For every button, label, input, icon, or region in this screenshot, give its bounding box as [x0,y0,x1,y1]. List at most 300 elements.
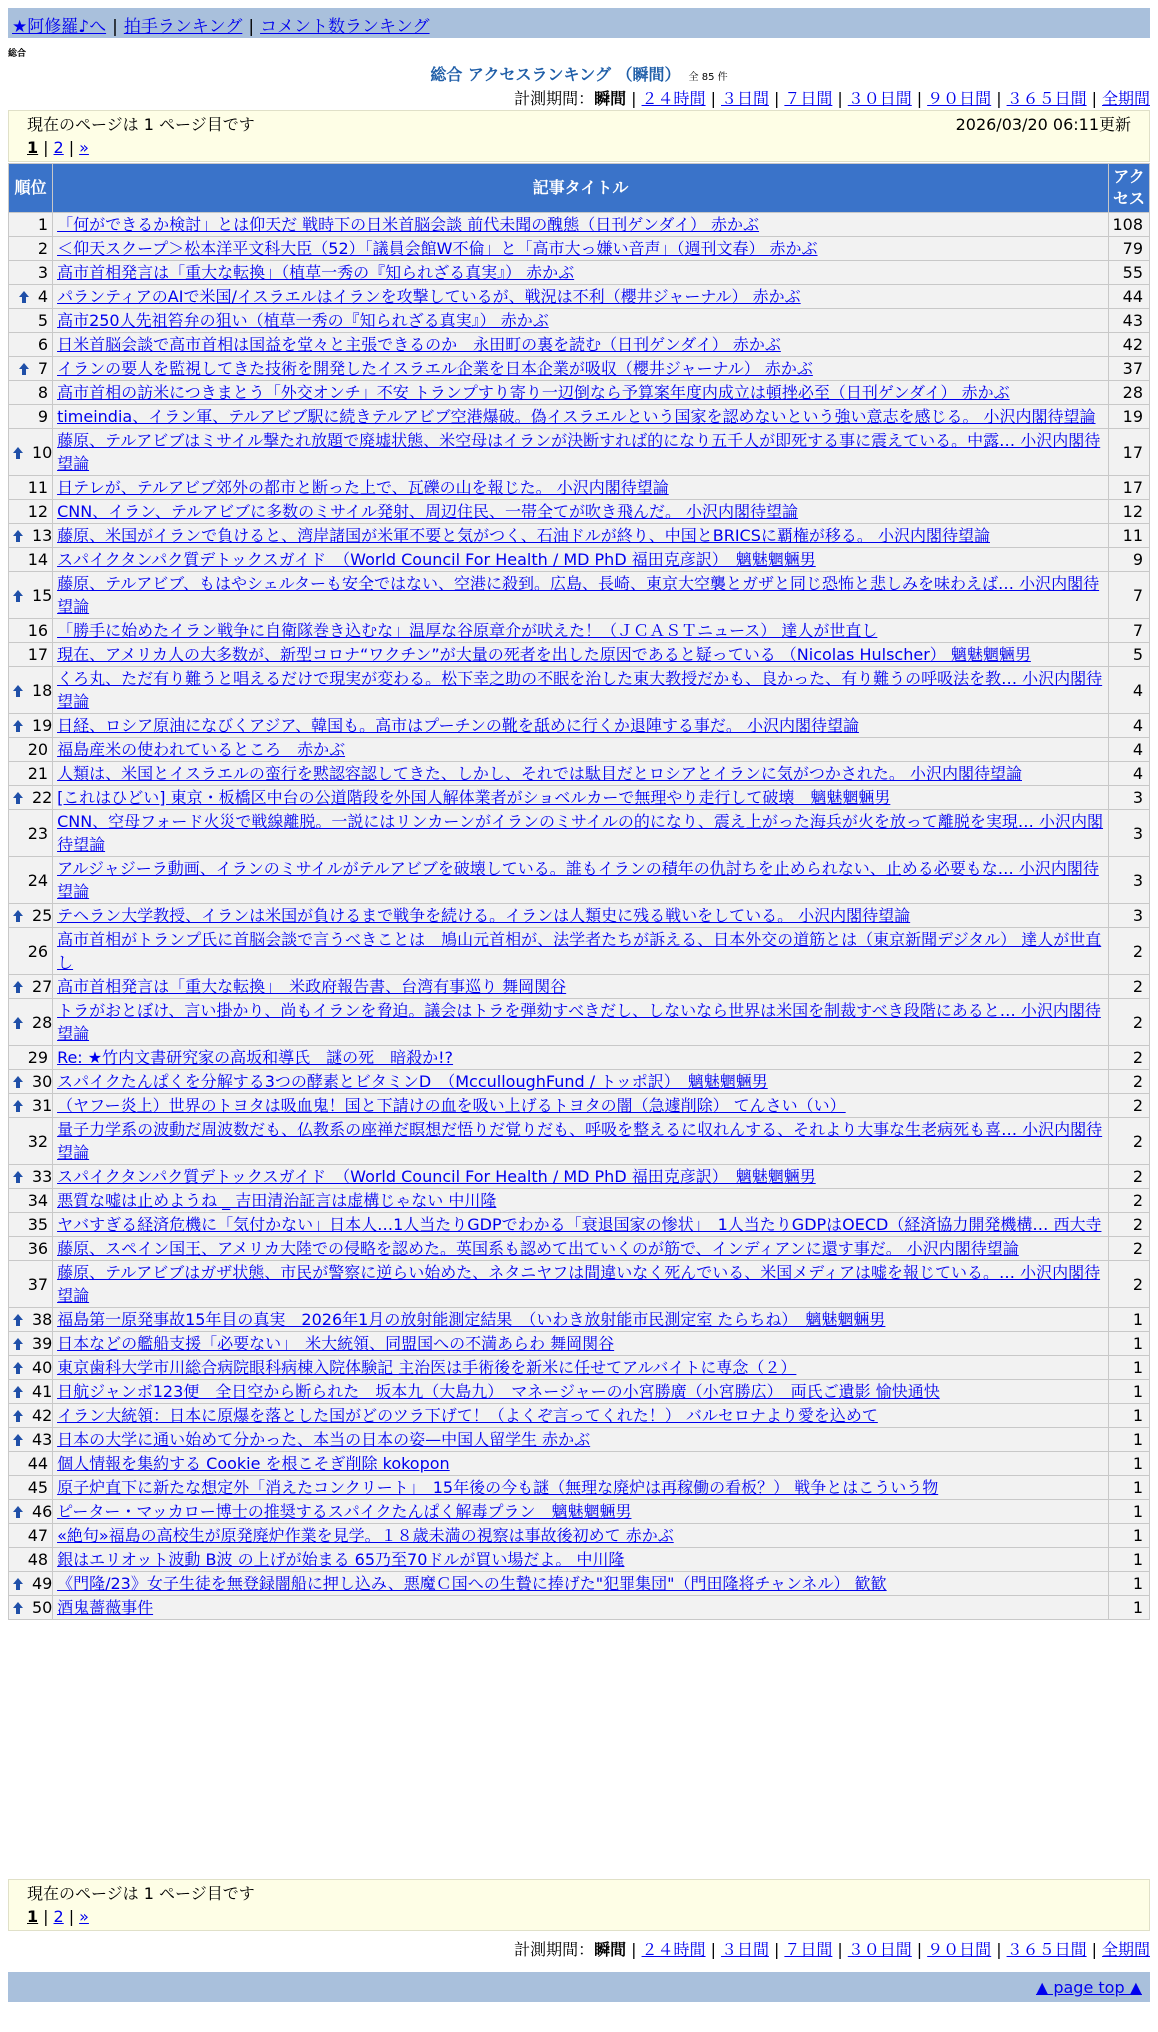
rank-number: 37 [27,1274,49,1294]
article-link[interactable]: 人類は、米国とイスラエルの蛮行を黙認容認してきた、しかし、それでは駄目だとロシアとイランに気がつかされた。 小沢内閣待望論 [57,764,1022,783]
table-row [9,476,1149,499]
article-link[interactable]: トラがおとぼけ、言い掛かり、尚もイランを脅迫。議会はトラを弾劾すべきだし、しないなら世界は米国を制裁すべき段階にあると… 小沢内閣待望論 [57,1001,1101,1043]
rank-cell [9,1572,52,1595]
article-link[interactable]: 高市首相発言は「重大な転換」（植草一秀の『知られざる真実』） 赤かぶ [57,263,575,282]
up-arrow-icon [12,1602,24,1614]
rank-number: 16 [27,621,49,640]
title-cell [53,1165,1108,1188]
article-link[interactable]: 藤原、スペイン国王、アメリカ大陸での侵略を認めた。英国系も認めて出ていくのが筋で、インディアンに還す事だ。 小沢内閣待望論 [57,1239,1019,1258]
access-count: 3 [1109,786,1149,809]
title-cell [53,667,1108,713]
rank-number: 45 [27,1478,49,1497]
period-selector-top [514,86,1150,109]
article-link[interactable]: 「何ができるか検討」とは仰天だ 戦時下の日米首脳会談 前代未聞の醜態（日刊ゲンダイ） 赤かぶ [57,215,760,234]
table-row [9,548,1149,571]
period-link-2[interactable]: ７日間 [784,1940,833,1959]
access-count: 12 [1109,500,1149,523]
article-link[interactable]: 福島第一原発事故15年目の真実 2026年1月の放射能測定結果 （いわき放射能市民測定室 たらちね） 魑魅魍魎男 [57,1310,886,1329]
table-row [9,1189,1149,1212]
table-row [9,786,1149,809]
rank-cell [9,405,52,428]
rank-number: 35 [27,1215,49,1234]
rank-cell [9,285,52,308]
title-cell [53,1213,1108,1236]
title-cell [53,1380,1108,1403]
up-arrow-icon [12,1076,24,1088]
access-count: 3 [1109,810,1149,856]
access-count: 2 [1109,999,1149,1045]
rank-cell [9,261,52,284]
table-row [9,975,1149,998]
access-count: 2 [1109,928,1149,974]
title-cell [53,1261,1108,1307]
article-link[interactable]: 藤原、テルアビブはガザ状態、市民が警察に逆らい始めた、ネタニヤフは間違いなく死んでいる、米国メディアは嘘を報じている。… 小沢内閣待望論 [57,1263,1101,1305]
rank-cell [9,213,52,236]
rank-number: 29 [27,1048,49,1067]
title-cell [53,619,1108,642]
article-link[interactable]: 日米首脳会談で高市首相は国益を堂々と主張できるのか 永田町の裏を読む（日刊ゲンダイ） 赤かぶ [57,335,781,354]
period-separator: | [916,1940,923,1959]
period-link-0[interactable]: ２４時間 [641,89,706,108]
access-count: 55 [1109,261,1149,284]
article-link[interactable]: CNN、空母フォード火災で戦線離脱。一説にはリンカーンがイランのミサイルの的になり、震え上がった海兵が火を放って離脱を実現… 小沢内閣待望論 [57,812,1104,854]
article-link[interactable]: （ヤフー炎上）世界のトヨタは吸血鬼！国と下請けの血を吸い上げるトヨタの闇（急遽削除） てんさい（い） [57,1096,846,1115]
title-cell [53,810,1108,856]
access-count: 43 [1109,309,1149,332]
article-link[interactable]: 日航ジャンボ123便 全日空から断られた 坂本九（大島九） マネージャーの小宮勝廣（小宮勝広） 両氏ご遺影 愉快通快 [57,1382,940,1401]
period-separator: | [631,89,637,108]
up-arrow-icon [12,1386,24,1398]
access-count: 17 [1109,476,1149,499]
rank-cell [9,810,52,856]
rank-cell [9,1452,52,1475]
article-link[interactable]: ＜仰天スクープ＞松本洋平文科大臣（52）「議員会館W不倫」と「高市大っ嫌い音声」（週刊文春） 赤かぶ [57,239,818,258]
period-link-6[interactable]: 全期間 [1101,1940,1150,1959]
period-link-1[interactable]: ３日間 [720,89,769,108]
rank-number: 48 [27,1550,49,1569]
table-row [9,999,1149,1045]
article-link[interactable]: スパイクタンパク質デトックスガイド （World Council For Health / MD PhD 福田克彦訳） 魑魅魍魎男 [57,550,816,569]
article-link[interactable]: 高市首相発言は「重大な転換」 米政府報告書、台湾有事巡り 舞岡関谷 [57,977,567,996]
rank-number: 41 [32,1382,53,1401]
table-row [9,1094,1149,1117]
page-top-link[interactable]: ▲ page top ▲ [1035,1978,1142,1997]
table-row [9,1404,1149,1427]
access-count: 1 [1109,1548,1149,1571]
title-cell [53,429,1108,475]
rank-cell [9,975,52,998]
rank-cell [9,1094,52,1117]
rank-cell [9,904,52,927]
title-cell [53,1500,1108,1523]
period-link-4[interactable]: ９０日間 [927,1940,992,1959]
access-count: 2 [1109,975,1149,998]
period-separator: | [1091,89,1097,108]
nav-separator: | [112,17,118,37]
table-row [9,237,1149,260]
table-row [9,500,1149,523]
table-row [9,1308,1149,1331]
rank-number: 18 [32,680,53,700]
rank-cell [9,357,52,380]
up-arrow-icon [12,981,24,993]
rank-number: 49 [32,1574,53,1593]
rank-cell [9,762,52,785]
access-count: 2 [1109,1213,1149,1236]
title-cell [53,524,1108,547]
rank-number: 21 [27,764,49,783]
article-link[interactable]: 藤原、米国がイランで負けると、湾岸諸国が米軍不要と気がつく、石油ドルが終り、中国とBRICSに覇権が移る。 小沢内閣待望論 [57,526,990,545]
period-link-3[interactable]: ３０日間 [847,1940,912,1959]
rank-number: 8 [37,383,49,402]
article-link[interactable]: 高市250人先祖笞弁の狙い（植草一秀の『知られざる真実』） 赤かぶ [57,311,549,330]
title-cell [53,237,1108,260]
rank-cell [9,1213,52,1236]
table-row [9,1261,1149,1307]
period-separator: | [996,1940,1002,1959]
article-link[interactable]: 銀はエリオット波動 B波 の上げが始まる 65乃至70ドルが買い場だよ。 中川隆 [57,1550,625,1569]
article-link[interactable]: 高市首相がトランプ氏に首脳会談で言うべきことは 鳩山元首相が、法学者たちが訴える、日本外交の道筋とは（東京新聞デジタル） 達人が世直し [57,930,1102,972]
period-link-5[interactable]: ３６５日間 [1006,89,1087,108]
rank-number: 23 [27,823,49,843]
title-cell [53,904,1108,927]
access-count: 108 [1109,213,1149,236]
access-count: 2 [1109,1094,1149,1117]
rank-number: 44 [27,1454,49,1473]
rank-number: 14 [27,550,49,569]
access-count: 5 [1109,643,1149,666]
title-cell [53,1118,1108,1164]
rank-cell [9,619,52,642]
rank-number: 39 [32,1334,53,1353]
rank-cell [9,1118,52,1164]
table-row [9,667,1149,713]
title-cell [53,357,1108,380]
period-link-5[interactable]: ３６５日間 [1006,1940,1087,1959]
rank-cell [9,429,52,475]
period-link-1[interactable]: ３日間 [720,1940,769,1959]
table-row [9,1213,1149,1236]
up-arrow-icon [12,720,24,732]
article-link[interactable]: 日経、ロシア原油になびくアジア、韓国も。高市はプーチンの靴を舐めに行くか退陣する事だ。 小沢内閣待望論 [57,716,859,735]
pager-top [8,110,1150,162]
rank-cell [9,1046,52,1069]
article-link[interactable]: ピーター・マッカロー博士の推奨するスパイクたんぱく解毒プラン 魑魅魍魎男 [57,1502,632,1521]
table-row [9,1548,1149,1571]
page-title-row [0,62,1158,85]
title-cell [53,381,1108,404]
page-title: 総合 アクセスランキング （瞬間） [430,65,681,84]
period-separator: | [710,89,716,108]
page-link-2[interactable]: 2 [53,138,64,157]
article-link[interactable]: 量子力学系の波動だ周波数だも、仏教系の座禅だ瞑想だ悟りだ覚りだも、呼吸を整えるに収れんする、それより大事な生老病死も喜… 小沢内閣待望論 [57,1120,1103,1162]
article-link[interactable]: 「勝手に始めたイラン戦争に自衛隊巻き込むな」温厚な谷原章介が吠えた！（ＪＣＡＳＴニュース） 達人が世直し [57,621,878,640]
current-page-text: 現在のページは 1 ページ目です [27,1884,255,1903]
article-link[interactable]: パランティアのAIで米国/イスラエルはイランを攻撃しているが、戦況は不利（櫻井ジャーナル） 赤かぶ [57,287,801,306]
table-row [9,928,1149,974]
access-count: 3 [1109,904,1149,927]
page-links [27,1905,1131,1928]
access-count: 2 [1109,1118,1149,1164]
rank-number: 32 [27,1131,49,1151]
period-separator: | [773,89,780,108]
rank-cell [9,1332,52,1355]
table-row [9,904,1149,927]
rank-number: 47 [27,1526,49,1545]
rank-number: 13 [32,526,53,545]
page-link-1: 1 [27,1907,39,1926]
article-link[interactable]: イランの要人を監視してきた技術を開発したイスラエル企業を日本企業が吸収（櫻井ジャーナル） 赤かぶ [57,359,813,378]
title-cell [53,714,1108,737]
title-cell [53,213,1108,236]
article-link[interactable]: ヤバすぎる経済危機に「気付かない」日本人…1人当たりGDPでわかる「衰退国家の惨状」 1人当たりGDPはOECD（経済協力開発機構… 西大寺 [57,1215,1102,1234]
title-cell [53,1524,1108,1547]
rank-number: 24 [27,870,49,890]
article-link[interactable]: timeindia、イラン軍、テルアビブ駅に続きテルアビブ空港爆破。偽イスラエルという国家を認めないという強い意志を感じる。 小沢内閣待望論 [57,407,1096,426]
access-count: 1 [1109,1476,1149,1499]
rank-cell [9,333,52,356]
access-count: 11 [1109,524,1149,547]
period-current: 瞬間 [594,1940,627,1959]
up-arrow-icon [12,792,24,804]
rank-cell [9,643,52,666]
rank-cell [9,572,52,618]
rank-number: 3 [37,263,49,282]
period-separator: | [631,1940,637,1959]
article-link[interactable]: 《門隆/23》女子生徒を無登録闇船に押し込み、悪魔Ｃ国への生贄に捧げた"犯罪集団"（門田隆将チャンネル） 歓歓 [57,1574,887,1593]
table-row [9,1596,1149,1619]
access-count: 2 [1109,1189,1149,1212]
rank-number: 12 [27,502,49,521]
article-link[interactable]: テヘラン大学教授、イランは米国が負けるまで戦争を続ける。イランは人類史に残る戦いをしている。 小沢内閣待望論 [57,906,911,925]
title-cell [53,1476,1108,1499]
title-cell [53,857,1108,903]
period-link-3[interactable]: ３０日間 [847,89,912,108]
table-row [9,333,1149,356]
table-row [9,429,1149,475]
article-link[interactable]: 酒鬼薔薇事件 [57,1598,154,1617]
access-count: 1 [1109,1332,1149,1355]
article-link[interactable]: Re: ★竹内文書研究家の高坂和導氏 謎の死 暗殺か!? [57,1048,454,1067]
article-link[interactable]: 福島産米の使われているところ 赤かぶ [57,740,346,759]
rank-number: 6 [37,335,49,354]
rank-number: 46 [32,1502,53,1521]
article-link[interactable]: CNN、イラン、テルアビブに多数のミサイル発射、周辺住民、一帯全てが吹き飛んだ。 小沢内閣待望論 [57,502,799,521]
period-link-0[interactable]: ２４時間 [641,1940,706,1959]
rank-number: 28 [32,1012,53,1032]
article-link[interactable]: スパイクタンパク質デトックスガイド （World Council For Health / MD PhD 福田克彦訳） 魑魅魍魎男 [57,1167,816,1186]
title-cell [53,1094,1108,1117]
access-count: 1 [1109,1524,1149,1547]
rank-cell [9,476,52,499]
page-link-1: 1 [27,138,39,157]
up-arrow-icon [12,1410,24,1422]
article-link[interactable]: スパイクたんぱくを分解する3つの酵素とビタミンD （McculloughFund / トッポ訳） 魑魅魍魎男 [57,1072,768,1091]
table-row [9,1070,1149,1093]
article-link[interactable]: 東京歯科大学市川総合病院眼科病棟入院体験記 主治医は手術後を新米に任せてアルバイトに専念（２） [57,1358,797,1377]
rank-cell [9,738,52,761]
page-separator: | [68,138,75,157]
period-label: 計測期間： [514,89,595,108]
rank-number: 34 [27,1191,49,1210]
access-count: 2 [1109,1261,1149,1307]
title-cell [53,548,1108,571]
rank-cell [9,1524,52,1547]
title-cell [53,1046,1108,1069]
asyura-home-link[interactable]: ★阿修羅♪へ [12,17,107,37]
title-cell [53,261,1108,284]
rank-cell [9,857,52,903]
article-link[interactable]: [これはひどい] 東京・板橋区中台の公道階段を外国人解体業者がショベルカーで無理やり走行して破壊 魑魅魍魎男 [57,788,891,807]
title-cell [53,1404,1108,1427]
table-row [9,1356,1149,1379]
access-count: 42 [1109,333,1149,356]
article-link[interactable]: イラン大統領：日本に原爆を落とした国がどのツラ下げて！（よくぞ言ってくれた！） バルセロナより愛を込めて [57,1406,878,1425]
up-arrow-icon [12,1100,24,1112]
header-title: 記事タイトル [53,164,1108,212]
title-cell [53,1189,1108,1212]
rank-number: 17 [27,645,49,664]
article-link[interactable]: 日テレが、テルアビブ郊外の都市と断った上で、瓦礫の山を報じた。 小沢内閣待望論 [57,478,669,497]
rank-cell [9,1428,52,1451]
article-link[interactable]: 藤原、テルアビブはミサイル撃たれ放題で廃墟状態、米空母はイランが決断すれば的になり五千人が即死する事に震えている。中露… 小沢内閣待望論 [57,431,1101,473]
applause-ranking-link[interactable]: 拍手ランキング [123,17,243,37]
period-current: 瞬間 [594,89,627,108]
next-page-link[interactable]: » [79,138,89,157]
article-link[interactable]: 悪質な嘘は止めようね _ 吉田清治証言は虚構じゃない 中川隆 [57,1191,497,1210]
period-separator: | [837,1940,843,1959]
article-link[interactable]: アルジャジーラ動画、イランのミサイルがテルアビブを破壊している。誰もイランの積年の仇討ちを止められない、止める必要もな… 小沢内閣待望論 [57,859,1099,901]
access-count: 1 [1109,1308,1149,1331]
period-link-2[interactable]: ７日間 [784,89,833,108]
rank-number: 19 [32,716,53,735]
next-page-link[interactable]: » [79,1907,89,1926]
title-cell [53,1452,1108,1475]
table-row [9,857,1149,903]
article-link[interactable]: 原子炉直下に新たな想定外「消えたコンクリート」 15年後の今も謎（無理な廃炉は再稼働の看板？） 戦争とはこういう物 [57,1478,939,1497]
current-page-text: 現在のページは 1 ページ目です [27,115,255,134]
rank-cell [9,1476,52,1499]
article-link[interactable]: 日本の大学に通い始めて分かった、本当の日本の姿—中国人留学生 赤かぶ [57,1430,591,1449]
access-count: 7 [1109,572,1149,618]
rank-cell [9,1404,52,1427]
period-link-4[interactable]: ９０日間 [927,89,992,108]
period-separator: | [773,1940,780,1959]
up-arrow-icon [12,1362,24,1374]
table-row [9,1500,1149,1523]
rank-number: 38 [32,1310,53,1329]
access-count: 1 [1109,1404,1149,1427]
page-separator: | [68,1907,75,1926]
table-row [9,1046,1149,1069]
rank-cell [9,667,52,713]
title-cell [53,285,1108,308]
article-link[interactable]: «絶句»福島の高校生が原発廃炉作業を見学。１８歳未満の視察は事故後初めて 赤かぶ [57,1526,674,1545]
table-row [9,762,1149,785]
period-separator: | [837,89,843,108]
table-row [9,1332,1149,1355]
rank-cell [9,928,52,974]
article-link[interactable]: 藤原、テルアビブ、もはやシェルターも安全ではない、空港に殺到。広島、長崎、東京大空襲とガザと同じ恐怖と悲しみを味わえば… 小沢内閣待望論 [57,574,1100,616]
title-cell [53,762,1108,785]
access-count: 44 [1109,285,1149,308]
access-count: 1 [1109,1428,1149,1451]
access-count: 1 [1109,1572,1149,1595]
rank-cell [9,500,52,523]
access-count: 1 [1109,1452,1149,1475]
period-selector-bottom [514,1937,1150,1960]
rank-number: 30 [32,1072,53,1091]
rank-number: 43 [32,1430,53,1449]
table-row [9,381,1149,404]
rank-number: 1 [37,215,49,234]
rank-cell [9,786,52,809]
article-link[interactable]: 日本などの艦船支援「必要ない」 米大統領、同盟国への不満あらわ 舞岡関谷 [57,1334,615,1353]
access-count: 4 [1109,714,1149,737]
table-row [9,619,1149,642]
title-cell [53,1356,1108,1379]
rank-cell [9,309,52,332]
title-cell [53,786,1108,809]
access-count: 2 [1109,1046,1149,1069]
table-row [9,1428,1149,1451]
table-row [9,738,1149,761]
title-cell [53,1070,1108,1093]
period-separator: | [710,1940,716,1959]
total-count: 全 85 件 [688,72,728,83]
access-count: 2 [1109,1237,1149,1260]
article-link[interactable]: 高市首相の訪米につきまとう「外交オンチ」不安 トランプすり寄り一辺倒なら予算案年度内成立は頓挫必至（日刊ゲンダイ） 赤かぶ [57,383,1010,402]
title-cell [53,1308,1108,1331]
rank-cell [9,1261,52,1307]
top-nav-bar [8,8,1150,38]
title-cell [53,500,1108,523]
access-count: 9 [1109,548,1149,571]
title-cell [53,1237,1108,1260]
comment-ranking-link[interactable]: コメント数ランキング [260,17,430,37]
up-arrow-icon [12,1314,24,1326]
page-link-2[interactable]: 2 [53,1907,64,1926]
table-row [9,572,1149,618]
up-arrow-icon [12,1017,24,1029]
article-link[interactable]: くろ丸、ただ有り難うと唱えるだけで現実が変わる。松下幸之助の不眠を治した東大教授だかも、良かった、有り難うの呼吸法を教… 小沢内閣待望論 [57,669,1103,711]
title-cell [53,572,1108,618]
access-count: 2 [1109,1070,1149,1093]
rank-number: 36 [27,1239,49,1258]
up-arrow-icon [12,1338,24,1350]
rank-number: 31 [32,1096,53,1115]
up-arrow-icon [12,1578,24,1590]
access-count: 17 [1109,429,1149,475]
title-cell [53,999,1108,1045]
rank-cell [9,1237,52,1260]
title-cell [53,1572,1108,1595]
article-link[interactable]: 個人情報を集約する Cookie を根こそぎ削除 kokopon [57,1454,450,1473]
rank-number: 40 [32,1358,53,1377]
rank-cell [9,999,52,1045]
rank-cell [9,1548,52,1571]
article-link[interactable]: 現在、アメリカ人の大多数が、新型コロナ“ワクチン”が大量の死者を出した原因であると疑っている （Nicolas Hulscher） 魑魅魍魎男 [57,645,1031,664]
title-cell [53,975,1108,998]
rank-cell [9,237,52,260]
period-link-6[interactable]: 全期間 [1101,89,1150,108]
table-row [9,1118,1149,1164]
rank-number: 9 [37,407,49,426]
access-count: 1 [1109,1380,1149,1403]
period-separator: | [1091,1940,1097,1959]
up-arrow-icon [12,1506,24,1518]
title-cell [53,405,1108,428]
